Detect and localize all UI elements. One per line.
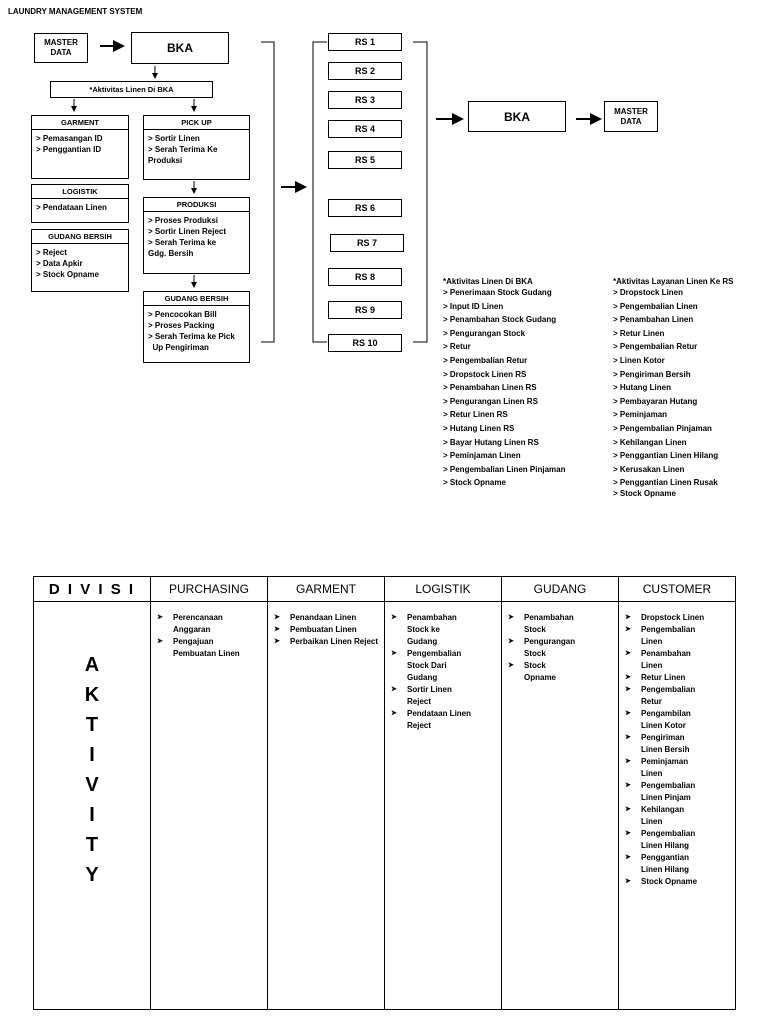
customer-cell bbox=[619, 602, 736, 1010]
produksi-item: > Proses Produksi bbox=[148, 216, 219, 225]
activity-item: ➤ Kehilangan Linen bbox=[641, 804, 705, 828]
list-item: > Penambahan Linen RS bbox=[443, 383, 537, 393]
rs-box bbox=[328, 151, 402, 169]
activity-item: ➤ Pendataan Linen Reject bbox=[407, 708, 471, 732]
activity-item: ➤ Stock Opname bbox=[641, 876, 705, 888]
column-header: LOGISTIK bbox=[385, 577, 502, 602]
garment-box bbox=[31, 115, 129, 179]
activity-letter: A bbox=[84, 654, 100, 676]
list-item: > Pembayaran Hutang bbox=[613, 396, 698, 406]
pickup-item: > Sortir Linen bbox=[148, 134, 200, 143]
bracket-left bbox=[261, 42, 274, 342]
gudang-bersih-left-item: > Stock Opname bbox=[36, 270, 99, 279]
list-item: > Penambahan Stock Gudang bbox=[443, 315, 557, 325]
gudang-bersih-mid-item: > Proses Packing bbox=[148, 321, 215, 330]
aktivitas-rs-list bbox=[613, 277, 733, 498]
rs-box bbox=[328, 334, 402, 352]
rs-box bbox=[328, 301, 402, 319]
master-data-left-label: MASTER DATA bbox=[44, 38, 78, 57]
activity-item: ➤ Stock Opname bbox=[524, 660, 578, 684]
activity-item: ➤ Pengembalian Linen Pinjam bbox=[641, 780, 705, 804]
list-item: > Dropstock Linen bbox=[613, 288, 684, 297]
bracket-rs-right bbox=[413, 42, 427, 342]
bka-right-box bbox=[468, 101, 566, 132]
list-item: > Peminjaman bbox=[613, 410, 668, 420]
activity-vertical-label bbox=[34, 602, 150, 890]
activity-item: ➤ Perbaikan Linen Reject bbox=[290, 636, 380, 648]
pickup-items bbox=[144, 130, 249, 169]
list-item: > Hutang Linen bbox=[613, 383, 671, 393]
gudang-bersih-left-item: > Reject bbox=[36, 248, 67, 257]
list-item: > Penerimaan Stock Gudang bbox=[443, 288, 552, 297]
rs-label: RS 2 bbox=[354, 66, 375, 76]
rs-label: RS 6 bbox=[354, 203, 375, 213]
rs-label: RS 9 bbox=[354, 305, 375, 315]
activity-item: ➤ Pembuatan Linen bbox=[290, 624, 380, 636]
logistik-items bbox=[32, 199, 128, 216]
activity-letter: I bbox=[89, 744, 95, 766]
rs-box bbox=[328, 62, 402, 80]
rs-box bbox=[328, 33, 402, 51]
activity-letter: T bbox=[85, 834, 99, 856]
activity-item: ➤ Penambahan Stock bbox=[524, 612, 578, 636]
list-item: > Pengembalian Retur bbox=[443, 355, 528, 365]
master-data-left-box bbox=[34, 33, 88, 63]
activity-item: ➤ Penggantian Linen Hilang bbox=[641, 852, 705, 876]
activity-item: ➤ Peminjaman Linen bbox=[641, 756, 705, 780]
column-header: PURCHASING bbox=[151, 577, 268, 602]
list-item: > Pengembalian Linen bbox=[613, 301, 698, 311]
divisi-header-label: D I V I S I bbox=[48, 580, 136, 598]
list-item: > Pengembalian Pinjaman bbox=[613, 423, 712, 433]
activity-item: ➤ Penandaan Linen bbox=[290, 612, 380, 624]
rs-label: RS 8 bbox=[354, 272, 375, 282]
activity-item: ➤ Dropstock Linen bbox=[641, 612, 705, 624]
rs-label: RS 1 bbox=[354, 37, 375, 47]
list-item: > Kerusakan Linen bbox=[613, 464, 685, 474]
garment-item: > Penggantian ID bbox=[36, 145, 102, 154]
list-item: > Pengiriman Bersih bbox=[613, 369, 691, 379]
logistik-box bbox=[31, 184, 129, 223]
rs-box bbox=[328, 268, 402, 286]
rs-label: RS 7 bbox=[356, 238, 377, 248]
aktivitas-linen-bka-label: *Aktivitas Linen Di BKA bbox=[89, 85, 174, 94]
aktivitas-bka-title: *Aktivitas Linen Di BKA bbox=[443, 277, 533, 286]
activity-item: ➤ Pengembalian Linen Hilang bbox=[641, 828, 705, 852]
gudang-cell bbox=[502, 602, 619, 1010]
activity-item: ➤ Pengajuan Pembuatan Linen bbox=[173, 636, 247, 660]
list-item: > Stock Opname bbox=[613, 488, 676, 498]
list-item: > Peminjaman Linen bbox=[443, 451, 521, 461]
activity-item: ➤ Pengembalian Stock Dari Gudang bbox=[407, 648, 471, 684]
gudang-bersih-left-box bbox=[31, 229, 129, 292]
list-item: > Penggantian Linen Hilang bbox=[613, 451, 719, 461]
aktivitas-rs-title: *Aktivitas Layanan Linen Ke RS bbox=[613, 277, 734, 286]
list-item: > Penambahan Linen bbox=[613, 315, 694, 325]
activity-item: ➤ Perencanaan Anggaran bbox=[173, 612, 247, 636]
activity-item: ➤ Pengiriman Linen Bersih bbox=[641, 732, 705, 756]
list-item: > Pengembalian Linen Pinjaman bbox=[443, 464, 566, 474]
produksi-item: > Serah Terima ke Gdg. Bersih bbox=[148, 238, 217, 258]
produksi-title: PRODUKSI bbox=[144, 198, 249, 212]
gudang-bersih-mid-box bbox=[143, 291, 250, 363]
activity-letter: V bbox=[85, 774, 99, 796]
gudang-bersih-mid-item: > Serah Terima ke Pick Up Pengiriman bbox=[148, 332, 235, 352]
master-data-right-label: MASTER DATA bbox=[614, 106, 648, 126]
activity-item: ➤ Pengembalian Retur bbox=[641, 684, 705, 708]
rs-box bbox=[330, 234, 404, 252]
produksi-items bbox=[144, 212, 249, 262]
list-item: > Pengembalian Retur bbox=[613, 342, 698, 352]
list-item: > Retur Linen RS bbox=[443, 410, 508, 420]
rs-label: RS 10 bbox=[352, 338, 378, 348]
bka-left-label: BKA bbox=[167, 41, 193, 55]
list-item: > Input ID Linen bbox=[443, 301, 504, 311]
list-item: > Pengurangan Stock bbox=[443, 328, 526, 338]
aktivitas-bka-list bbox=[443, 277, 565, 490]
logistik-cell bbox=[385, 602, 502, 1010]
master-data-right-box bbox=[604, 101, 658, 132]
gudang-bersih-mid-items bbox=[144, 306, 249, 356]
activity-item: ➤ Pengurangan Stock bbox=[524, 636, 578, 660]
activity-label-cell bbox=[34, 602, 151, 1010]
activity-item: ➤ Penambahan Stock ke Gudang bbox=[407, 612, 471, 648]
list-item: > Pengurangan Linen RS bbox=[443, 396, 538, 406]
column-header: CUSTOMER bbox=[619, 577, 736, 602]
garment-cell bbox=[268, 602, 385, 1010]
pickup-title: PICK UP bbox=[144, 116, 249, 130]
rs-label: RS 3 bbox=[354, 95, 375, 105]
bka-left-box bbox=[131, 32, 229, 64]
page-title: LAUNDRY MANAGEMENT SYSTEM bbox=[8, 7, 143, 16]
gudang-bersih-mid-item: > Pencocokan Bill bbox=[148, 310, 217, 319]
purchasing-cell bbox=[151, 602, 268, 1010]
rs-box bbox=[328, 199, 402, 217]
bracket-rs-left bbox=[313, 42, 327, 342]
garment-items bbox=[32, 130, 128, 158]
list-item: > Linen Kotor bbox=[613, 355, 665, 365]
garment-title: GARMENT bbox=[32, 116, 128, 130]
divisi-header bbox=[34, 577, 151, 602]
list-item: > Bayar Hutang Linen RS bbox=[443, 437, 539, 447]
rs-box bbox=[328, 91, 402, 109]
list-item: > Dropstock Linen RS bbox=[443, 369, 527, 379]
list-item: > Penggantian Linen Rusak bbox=[613, 478, 718, 488]
list-item: > Retur Linen bbox=[613, 328, 665, 338]
activity-item: ➤ Sortir Linen Reject bbox=[407, 684, 471, 708]
list-item: > Kehilangan Linen bbox=[613, 437, 687, 447]
logistik-title: LOGISTIK bbox=[32, 185, 128, 199]
aktivitas-linen-bka-box bbox=[50, 81, 213, 98]
activity-letter: Y bbox=[85, 864, 99, 886]
list-item: > Stock Opname bbox=[443, 478, 506, 488]
gudang-bersih-left-item: > Data Apkir bbox=[36, 259, 83, 268]
pickup-box bbox=[143, 115, 250, 180]
bka-right-label: BKA bbox=[504, 109, 530, 124]
activity-letter: K bbox=[84, 684, 100, 706]
activity-item: ➤ Pengambilan Linen Kotor bbox=[641, 708, 705, 732]
produksi-item: > Sortir Linen Reject bbox=[148, 227, 227, 236]
gudang-bersih-mid-title: GUDANG BERSIH bbox=[144, 292, 249, 306]
rs-box bbox=[328, 120, 402, 138]
gudang-bersih-left-title: GUDANG BERSIH bbox=[32, 230, 128, 244]
garment-item: > Pemasangan ID bbox=[36, 134, 103, 143]
activity-letter: I bbox=[89, 804, 95, 826]
activity-item: ➤ Penambahan Linen bbox=[641, 648, 705, 672]
rs-label: RS 4 bbox=[354, 124, 375, 134]
activity-item: ➤ Pengembalian Linen bbox=[641, 624, 705, 648]
logistik-item: > Pendataan Linen bbox=[36, 203, 107, 212]
activity-letter: T bbox=[85, 714, 99, 736]
produksi-box bbox=[143, 197, 250, 274]
activity-item: ➤ Retur Linen bbox=[641, 672, 705, 684]
list-item: > Hutang Linen RS bbox=[443, 423, 515, 433]
division-activity-table bbox=[33, 576, 736, 1010]
gudang-bersih-left-items bbox=[32, 244, 128, 283]
column-header: GARMENT bbox=[268, 577, 385, 602]
list-item: > Retur bbox=[443, 342, 471, 352]
column-header: GUDANG bbox=[502, 577, 619, 602]
rs-label: RS 5 bbox=[354, 155, 375, 165]
pickup-item: > Serah Terima Ke Produksi bbox=[148, 145, 218, 165]
